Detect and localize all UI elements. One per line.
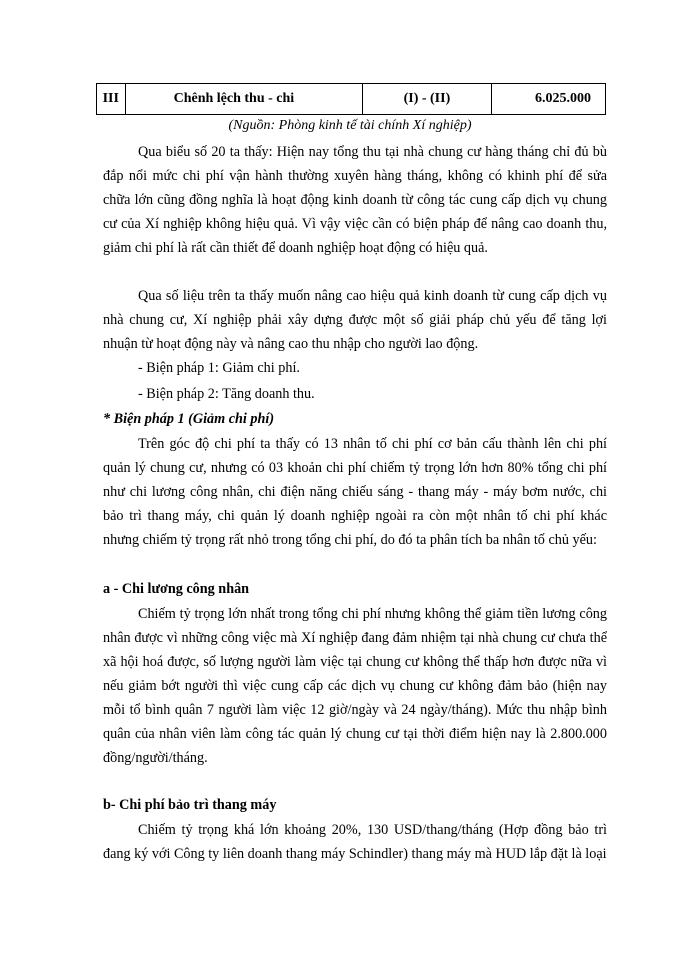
paragraph-2: Qua số liệu trên ta thấy muốn nâng cao hiệu quả kinh doanh từ cung cấp dịch vụ nhà chung cư, Xí nghiệp phải xây dựng được một số giải pháp chủ yếu để tăng lợi nhuận từ hoạt động này và nâng cao thu nhập cho người lao động. — [103, 288, 607, 352]
row-value-cell: 6.025.000 — [492, 84, 606, 115]
row-label-cell: Chênh lệch thu - chi — [125, 84, 362, 115]
summary-table — [96, 83, 606, 115]
paragraph-4: Chiếm tỷ trọng lớn nhất trong tổng chi phí nhưng không thể giảm tiền lương công nhân được vì những công việc mà Xí nghiệp đang đảm nhiệm tại nhà chung cư chưa thể xã hội hoá được, số lượng người làm việc tại chung cư không thể thấp hơn được nữa vì nếu giảm bớt người thì việc cung cấp các dịch vụ chung cư không đảm bảo (hiện nay mỗi tổ bình quân 7 người làm việc 12 giờ/ngày và 24 ngày/tháng). Mức thu nhập bình quân của nhân viên làm công tác quản lý chung cư tại thời điểm hiện nay là 2.800.000 đồng/người/tháng. — [103, 606, 607, 766]
section-heading-measure-1: * Biện pháp 1 (Giảm chi phí) — [103, 411, 275, 427]
list-item: - Biện pháp 2: Tăng doanh thu. — [138, 386, 315, 402]
subheading-a: a - Chi lương công nhân — [103, 581, 250, 597]
paragraph-1: Qua biểu số 20 ta thấy: Hiện nay tổng thu tại nhà chung cư hàng tháng chỉ đủ bù đắp nổi mức chi phí vận hành thường xuyên hàng tháng, không có khinh phí để sửa chữa lớn cũng đồng nghĩa là hoạt động kinh doanh từ công tác cung cấp dịch vụ chung cư của Xí nghiệp không hiệu quả. Vì vậy việc cần có biện pháp để nâng cao doanh thu, giảm chi phí là rất cần thiết để doanh nghiệp hoạt động có hiệu quả. — [103, 144, 607, 256]
list-item: - Biện pháp 1: Giảm chi phí. — [138, 360, 300, 376]
paragraph-5: Chiếm tỷ trọng khá lớn khoảng 20%, 130 USD/thang/tháng (Hợp đồng bảo trì đang ký với Công ty liên doanh thang máy Schindler) thang máy mà HUD lắp đặt là loại — [103, 822, 607, 862]
table-row — [97, 84, 606, 115]
source-note: (Nguồn: Phòng kinh tế tài chính Xí nghiệp) — [228, 118, 472, 133]
row-index-cell: III — [97, 84, 126, 115]
paragraph-3: Trên góc độ chi phí ta thấy có 13 nhân tố chi phí cơ bản cấu thành lên chi phí quản lý chung cư, nhưng có 03 khoản chi phí chiếm tỷ trọng lớn hơn 80% tổng chi phí như chi lương công nhân, chi điện năng chiếu sáng - thang máy - máy bơm nước, chi bảo trì thang máy, chi quản lý doanh nghiệp ngoài ra còn một nhân tố chi phí khác nhưng chiếm tỷ trọng rất nhỏ trong tổng chi phí, do đó ta phân tích ba nhân tố chủ yếu: — [103, 436, 607, 548]
row-formula-cell: (I) - (II) — [362, 84, 492, 115]
subheading-b: b- Chi phí bảo trì thang máy — [103, 797, 277, 813]
